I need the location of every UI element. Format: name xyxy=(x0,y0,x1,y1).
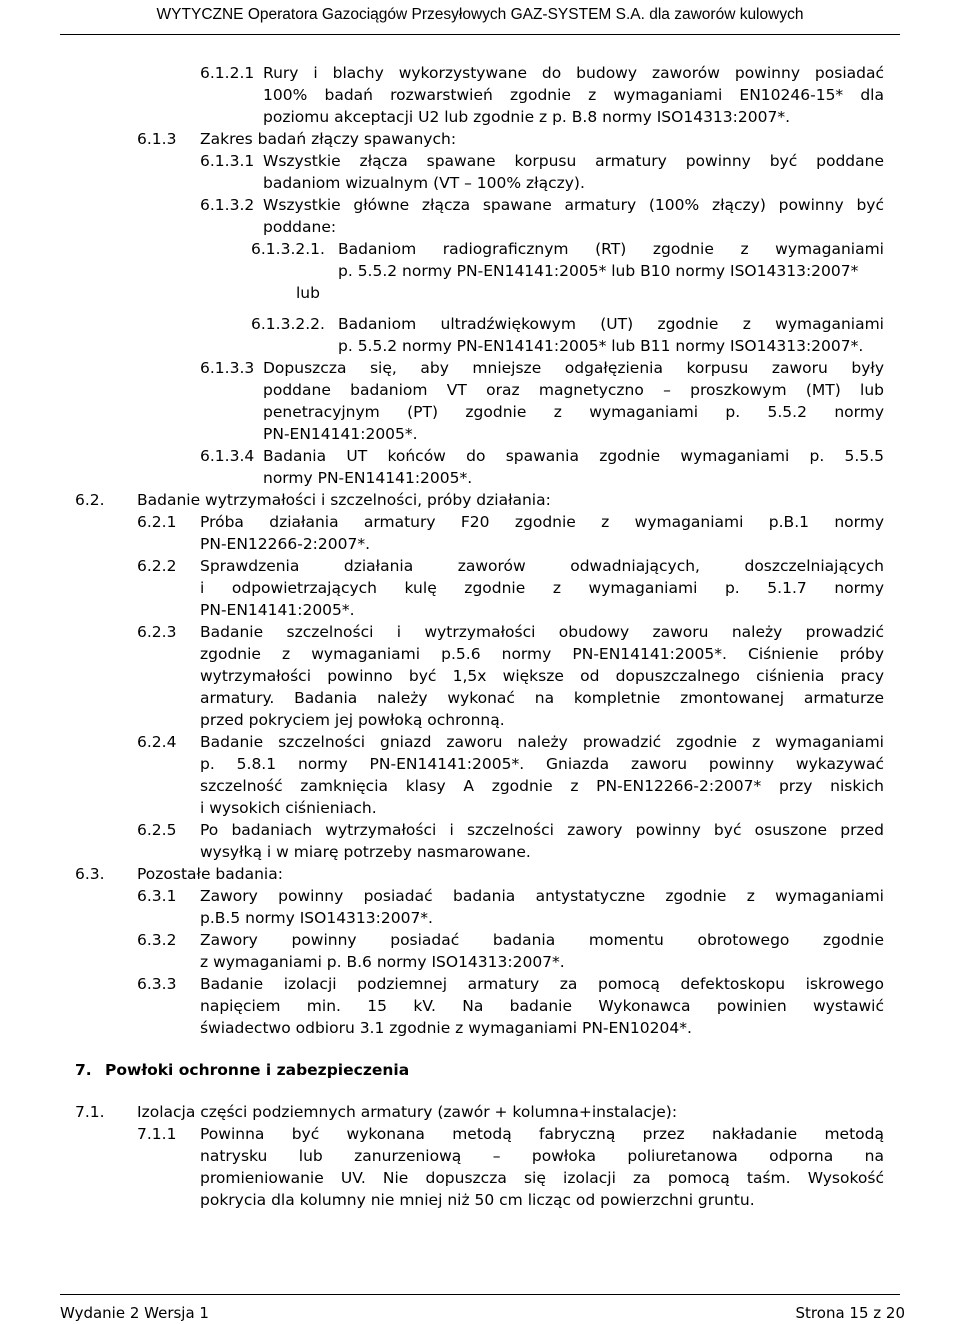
section-heading: Zakres badań złączy spawanych: xyxy=(200,130,457,148)
section-number: 6.2.5 xyxy=(137,821,177,839)
footer-page-number: Strona 15 z 20 xyxy=(795,1304,905,1322)
paragraph-line: p. 5.5.2 normy PN-EN14141:2005* lub B10 normy ISO14313:2007* xyxy=(338,262,859,280)
section-number: 6.1.3.3 xyxy=(200,359,255,377)
paragraph-line: Dopuszcza się, aby mniejsze odgałęzienia korpusu zaworu były xyxy=(263,359,884,377)
paragraph-line: wytrzymałości powinno być 1,5x większe od dopuszczalnego ciśnienia pracy xyxy=(200,667,884,685)
paragraph-line: Rury i blachy wykorzystywane do budowy zaworów powinny posiadać xyxy=(263,64,884,82)
paragraph-line: badaniom wizualnym (VT – 100% złączy). xyxy=(263,174,585,192)
paragraph-line: penetracyjnym (PT) zgodnie z wymaganiami p. 5.5.2 normy xyxy=(263,403,884,421)
chapter-title: Powłoki ochronne i zabezpieczenia xyxy=(105,1061,410,1079)
section-number: 6.1.2.1 xyxy=(200,64,255,82)
paragraph-line: p.B.5 normy ISO14313:2007*. xyxy=(200,909,433,927)
section-number: 6.1.3.4 xyxy=(200,447,255,465)
section-number: 6.2.2 xyxy=(137,557,177,575)
paragraph-line: 100% badań rozwarstwień zgodnie z wymaganiami EN10246-15* dla xyxy=(263,86,884,104)
section-number: 6.3. xyxy=(75,865,105,883)
section-number: 6.3.1 xyxy=(137,887,177,905)
section-heading: Pozostałe badania: xyxy=(137,865,283,883)
paragraph-line: PN-EN12266-2:2007*. xyxy=(200,535,371,553)
paragraph-line: Badaniom ultradźwiękowym (UT) zgodnie z wymaganiami xyxy=(338,315,884,333)
section-number: 6.2.1 xyxy=(137,513,177,531)
section-number: 6.2. xyxy=(75,491,105,509)
paragraph-line: lub xyxy=(296,284,320,302)
paragraph-line: pokrycia dla kolumny nie mniej niż 50 cm licząc od powierzchni gruntu. xyxy=(200,1191,755,1209)
paragraph-line: poziomu akceptacji U2 lub zgodnie z p. B.8 normy ISO14313:2007*. xyxy=(263,108,790,126)
paragraph-line: i wysokich ciśnieniach. xyxy=(200,799,377,817)
paragraph-line: p. 5.8.1 normy PN-EN14141:2005*. Gniazda zaworu powinny wykazywać xyxy=(200,755,884,773)
paragraph-line: Powinna być wykonana metodą fabryczną przez nakładanie metodą xyxy=(200,1125,884,1143)
paragraph-line: Badania UT końców do spawania zgodnie wymaganiami p. 5.5.5 xyxy=(263,447,884,465)
footer-edition: Wydanie 2 Wersja 1 xyxy=(60,1304,209,1322)
section-number: 7.1.1 xyxy=(137,1125,177,1143)
paragraph-line: szczelność zamknięcia klasy A zgodnie z PN-EN12266-2:2007* przy niskich xyxy=(200,777,884,795)
section-number: 6.2.4 xyxy=(137,733,177,751)
paragraph-line: Zawory powinny posiadać badania antystatyczne zgodnie z wymaganiami xyxy=(200,887,884,905)
section-number: 6.1.3.2.2. xyxy=(251,315,325,333)
paragraph-line: Zawory powinny posiadać badania momentu obrotowego zgodnie xyxy=(200,931,884,949)
section-number: 6.1.3.2.1. xyxy=(251,240,325,258)
paragraph-line: zgodnie z wymaganiami p.5.6 normy PN-EN14141:2005*. Ciśnienie próby xyxy=(200,645,884,663)
paragraph-line: napięciem min. 15 kV. Na badanie Wykonawca powinien wystawić xyxy=(200,997,884,1015)
paragraph-line: Badanie szczelności i wytrzymałości obudowy zaworu należy prowadzić xyxy=(200,623,884,641)
paragraph-line: Wszystkie złącza spawane korpusu armatury powinny być poddane xyxy=(263,152,884,170)
chapter-number: 7. xyxy=(75,1061,92,1079)
section-number: 6.1.3.1 xyxy=(200,152,255,170)
section-number: 6.1.3.2 xyxy=(200,196,255,214)
footer-rule xyxy=(60,1294,900,1295)
paragraph-line: Sprawdzenia działania zaworów odwadniających, doszczelniających xyxy=(200,557,884,575)
paragraph-line: świadectwo odbioru 3.1 zgodnie z wymaganiami PN-EN10204*. xyxy=(200,1019,692,1037)
header-rule xyxy=(60,34,900,35)
section-number: 7.1. xyxy=(75,1103,105,1121)
paragraph-line: wysyłką i w miarę potrzeby nasmarowane. xyxy=(200,843,531,861)
paragraph-line: Badaniom radiograficznym (RT) zgodnie z wymaganiami xyxy=(338,240,884,258)
paragraph-line: Próba działania armatury F20 zgodnie z wymaganiami p.B.1 normy xyxy=(200,513,884,531)
paragraph-line: i odpowietrzających kulę zgodnie z wymaganiami p. 5.1.7 normy xyxy=(200,579,884,597)
paragraph-line: p. 5.5.2 normy PN-EN14141:2005* lub B11 normy ISO14313:2007*. xyxy=(338,337,864,355)
paragraph-line: PN-EN14141:2005*. xyxy=(200,601,355,619)
paragraph-line: armatury. Badania należy wykonać na kompletnie zmontowanej armaturze xyxy=(200,689,884,707)
paragraph-line: Badanie szczelności gniazd zaworu należy prowadzić zgodnie z wymaganiami xyxy=(200,733,884,751)
paragraph-line: promieniowanie UV. Nie dopuszcza się izolacji za pomocą taśm. Wysokość xyxy=(200,1169,884,1187)
page-header: WYTYCZNE Operatora Gazociągów Przesyłowych GAZ-SYSTEM S.A. dla zaworów kulowych xyxy=(156,6,804,23)
paragraph-line: natrysku lub zanurzeniową – powłoka poliuretanowa odporna na xyxy=(200,1147,884,1165)
section-number: 6.3.2 xyxy=(137,931,177,949)
section-number: 6.1.3 xyxy=(137,130,177,148)
paragraph-line: PN-EN14141:2005*. xyxy=(263,425,418,443)
section-number: 6.3.3 xyxy=(137,975,177,993)
paragraph-line: z wymaganiami p. B.6 normy ISO14313:2007*. xyxy=(200,953,565,971)
paragraph-line: Po badaniach wytrzymałości i szczelności zawory powinny być osuszone przed xyxy=(200,821,884,839)
section-heading: Izolacja części podziemnych armatury (zawór + kolumna+instalacje): xyxy=(137,1103,678,1121)
section-number: 6.2.3 xyxy=(137,623,177,641)
paragraph-line: Wszystkie główne złącza spawane armatury (100% złączy) powinny być xyxy=(263,196,884,214)
paragraph-line: poddane badaniom VT oraz magnetyczno – proszkowym (MT) lub xyxy=(263,381,884,399)
paragraph-line: Badanie izolacji podziemnej armatury za pomocą defektoskopu iskrowego xyxy=(200,975,884,993)
paragraph-line: normy PN-EN14141:2005*. xyxy=(263,469,473,487)
paragraph-line: przed pokryciem jej powłoką ochronną. xyxy=(200,711,505,729)
paragraph-line: poddane: xyxy=(263,218,337,236)
section-heading: Badanie wytrzymałości i szczelności, próby działania: xyxy=(137,491,551,509)
